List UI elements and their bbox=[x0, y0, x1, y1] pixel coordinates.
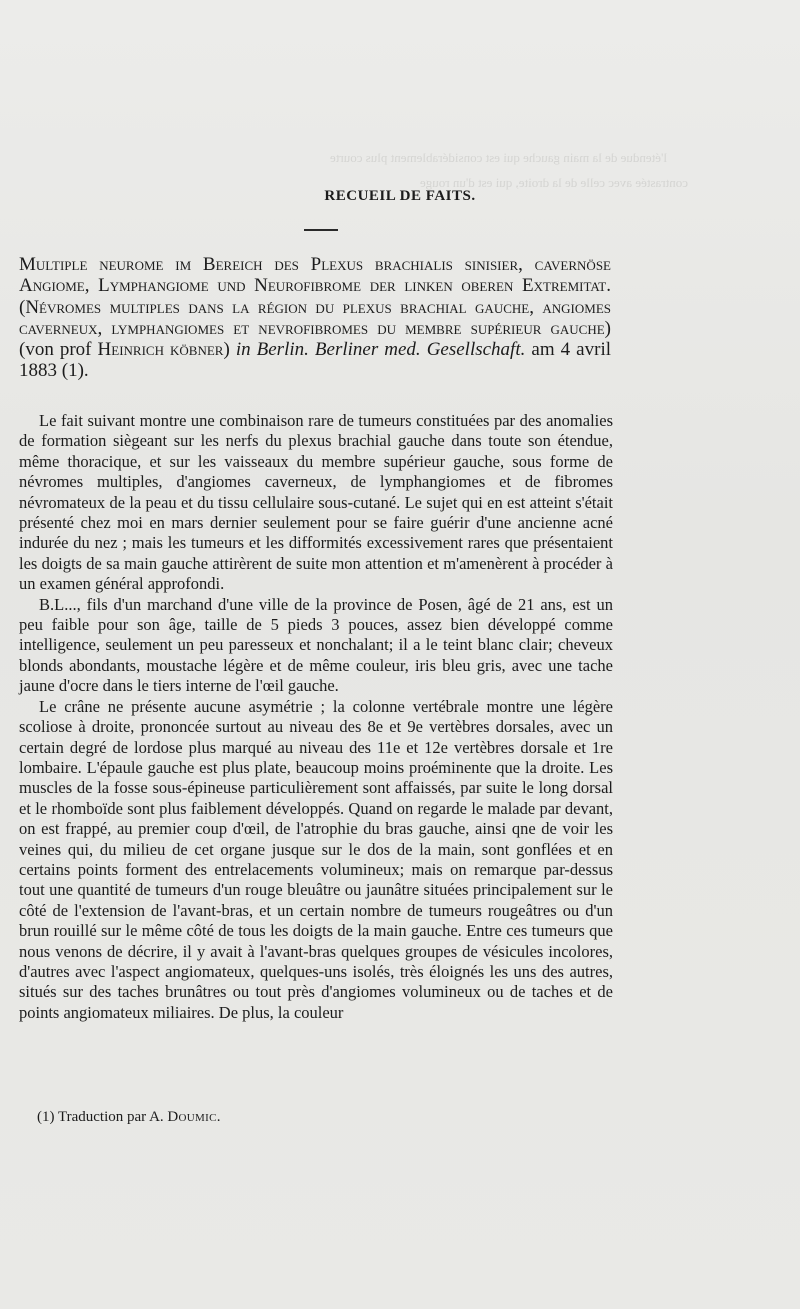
title-french: (Névromes multiples dans la région du plexus brachial gauche, angiomes caverneux, lymphangiomes et nevrofibromes du membre supérieur gauche) bbox=[19, 296, 611, 339]
article-title bbox=[19, 254, 611, 382]
body-text bbox=[19, 411, 613, 1023]
paragraph: Le crâne ne présente aucune asymétrie ; la colonne vertébrale montre une légère scoliose à droite, prononcée surtout au niveau des 8e et 9e vertèbres dorsales, avec un certain degré de lordose plus marqué au niveau des 11e et 12e vertèbres dorsale et 1re lombaire. L'épaule gauche est plus plate, beaucoup moins proéminente que la droite. Les muscles de la fosse sous-épineuse particulièrement sont affaissés, par suite le long dorsal et le rhomboïde sont plus faiblement développés. Quand on regarde le malade par devant, on est frappé, au premier coup d'œil, de l'atrophie du bras gauche, ainsi qne de voir les veines qui, du milieu de cet organe jusque sur le dos de la main, sont gonflées et en certains points forment des entrelacements volumineux; mais on remarque par-dessus tout une quantité de tumeurs d'un rouge bleuâtre ou jaunâtre situées principalement sur le côté de l'extension de l'avant-bras, et un certain nombre de tumeurs rougeâtres ou d'un brun rouillé sur le même côté de tous les doigts de la main gauche. Entre ces tumeurs que nous venons de décrire, il y avait à l'avant-bras quelques groupes de vésicules incolores, d'autres avec l'aspect angiomateux, quelques-uns isolés, très éloignés les uns des autres, situés sur des taches brunâtres ou tout près d'angiomes volumineux ou de taches et de points angiomateux miliaires. De plus, la couleur bbox=[19, 696, 613, 1022]
footnote-text: (1) Traduction par A. bbox=[37, 1109, 164, 1125]
title-attribution: (von prof bbox=[19, 339, 92, 361]
footnote-name: Doumic. bbox=[167, 1109, 221, 1125]
title-german: Multiple neurome im Bereich des Plexus brachialis sinisier, cavernöse Angiome, Lymphangiome und Neurofibrome der linken oberen Extremitat. bbox=[19, 254, 611, 297]
show-through-text: contrastée avec celle de la droite, qui est d'un rouge bbox=[420, 175, 689, 190]
footnote bbox=[37, 1109, 221, 1126]
title-date: am 4 avril 1883 (1). bbox=[19, 339, 611, 382]
title-author: Heinrich köbner) bbox=[97, 339, 230, 361]
show-through-text: l'étendue de la main gauche qui est considérablement plus courte bbox=[330, 150, 667, 165]
heading-divider bbox=[304, 229, 338, 231]
paragraph: Le fait suivant montre une combinaison rare de tumeurs constituées par des anomalies de formation siègeant sur les nerfs du plexus brachial gauche dans toute son étendue, même thoracique, et sur les vaisseaux du membre supérieur gauche, sous forme de névromes multiples, d'angiomes caverneux, de lymphangiomes et de fibromes névromateux de la peau et du tissu cellulaire sous-cutané. Le sujet qui en est atteint s'était présenté chez moi en mars dernier seulement pour se faire guérir d'une ancienne acné indurée du nez ; mais les tumeurs et les difformités excessivement rares que présentaient les doigts de sa main gauche attirèrent de suite mon attention et m'amenèrent à procéder à un examen général approfondi. bbox=[19, 411, 613, 594]
section-heading: RECUEIL DE FAITS. bbox=[324, 188, 476, 204]
paragraph: B.L..., fils d'un marchand d'une ville de la province de Posen, âgé de 21 ans, est un peu faible pour son âge, taille de 5 pieds 3 pouces, assez bien développé comme intelligence, seulement un peu paresseux et nonchalant; il a le teint blanc clair; cheveux blonds abondants, moustache légère et de même couleur, iris bleu gris, avec une tache jaune d'ocre dans le tiers interne de l'œil gauche. bbox=[19, 594, 613, 696]
title-source: in Berlin. Berliner med. Gesellschaft. bbox=[235, 339, 526, 361]
